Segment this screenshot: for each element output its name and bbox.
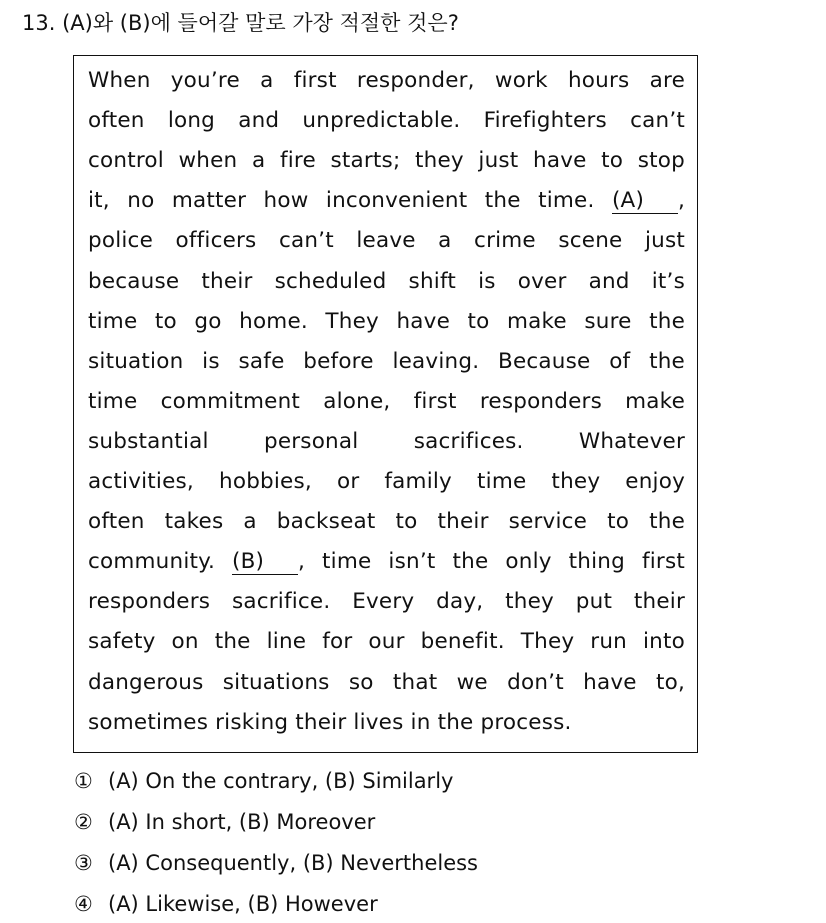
passage-box [73,55,698,753]
passage-line [88,708,685,738]
option-text: (A) On the contrary, (B) Similarly [108,769,454,793]
passage-line [88,507,685,537]
passage-line [88,427,685,457]
passage-text: safety on the line for our benefit. They run into [88,629,685,655]
answer-option-2[interactable] [74,807,375,837]
answer-option-1[interactable] [74,766,453,796]
passage-line [88,267,685,297]
passage-line [88,347,685,377]
answer-blank: (A) [612,189,678,214]
passage-text: activities, hobbies, or family time they enjoy [88,469,685,494]
passage-text: it, no matter how inconvenient the time. [88,188,612,214]
passage-line [88,106,685,136]
passage-text: responders sacrifice. Every day, they put their [88,589,685,615]
passage-text: control when a fire starts; they just have to stop [88,148,685,174]
answer-option-3[interactable] [74,848,478,878]
passage-text: because their scheduled shift is over and it’s [88,268,685,294]
passage-line [88,226,685,256]
passage-line [88,547,685,577]
passage-line [88,387,685,417]
option-number: ③ [74,851,93,875]
passage-text: often long and unpredictable. Firefighters can’t [88,108,685,134]
passage-text: situation is safe before leaving. Because of the [88,348,685,374]
passage-text: sometimes risking their lives in the process. [88,709,572,735]
answer-option-4[interactable] [74,889,378,919]
question-prompt: (A)와 (B)에 들어갈 말로 가장 적절한 것은? [62,11,459,35]
passage-text: , time isn’t the only thing first [298,549,685,575]
option-number: ④ [74,892,93,916]
passage-text: When you’re a first responder, work hours are [88,68,685,93]
passage-text: police officers can’t leave a crime scene just [88,228,685,254]
option-text: (A) Likewise, (B) However [108,892,378,916]
passage-line [88,668,685,698]
passage-line [88,627,685,657]
question-header [22,8,459,38]
question-number: 13. [22,11,56,35]
passage-text: often takes a backseat to their service to the [88,509,685,535]
option-text: (A) In short, (B) Moreover [108,810,376,834]
passage-text: substantial personal sacrifices. Whatever [88,428,685,454]
option-number: ① [74,769,93,793]
passage-text: community. [88,549,233,575]
passage-line [88,186,685,216]
passage-line [88,66,685,96]
passage-line [88,587,685,617]
passage-text: time commitment alone, first responders make [88,388,685,414]
passage-line [88,146,685,176]
answer-blank: (B) [232,550,298,575]
option-number: ② [74,810,93,834]
passage-line [88,307,685,337]
passage-line [88,467,685,497]
passage-text: , [677,188,685,214]
passage-text: dangerous situations so that we don’t have to, [88,669,685,695]
option-text: (A) Consequently, (B) Nevertheless [108,851,479,875]
passage-text: time to go home. They have to make sure the [88,308,685,334]
